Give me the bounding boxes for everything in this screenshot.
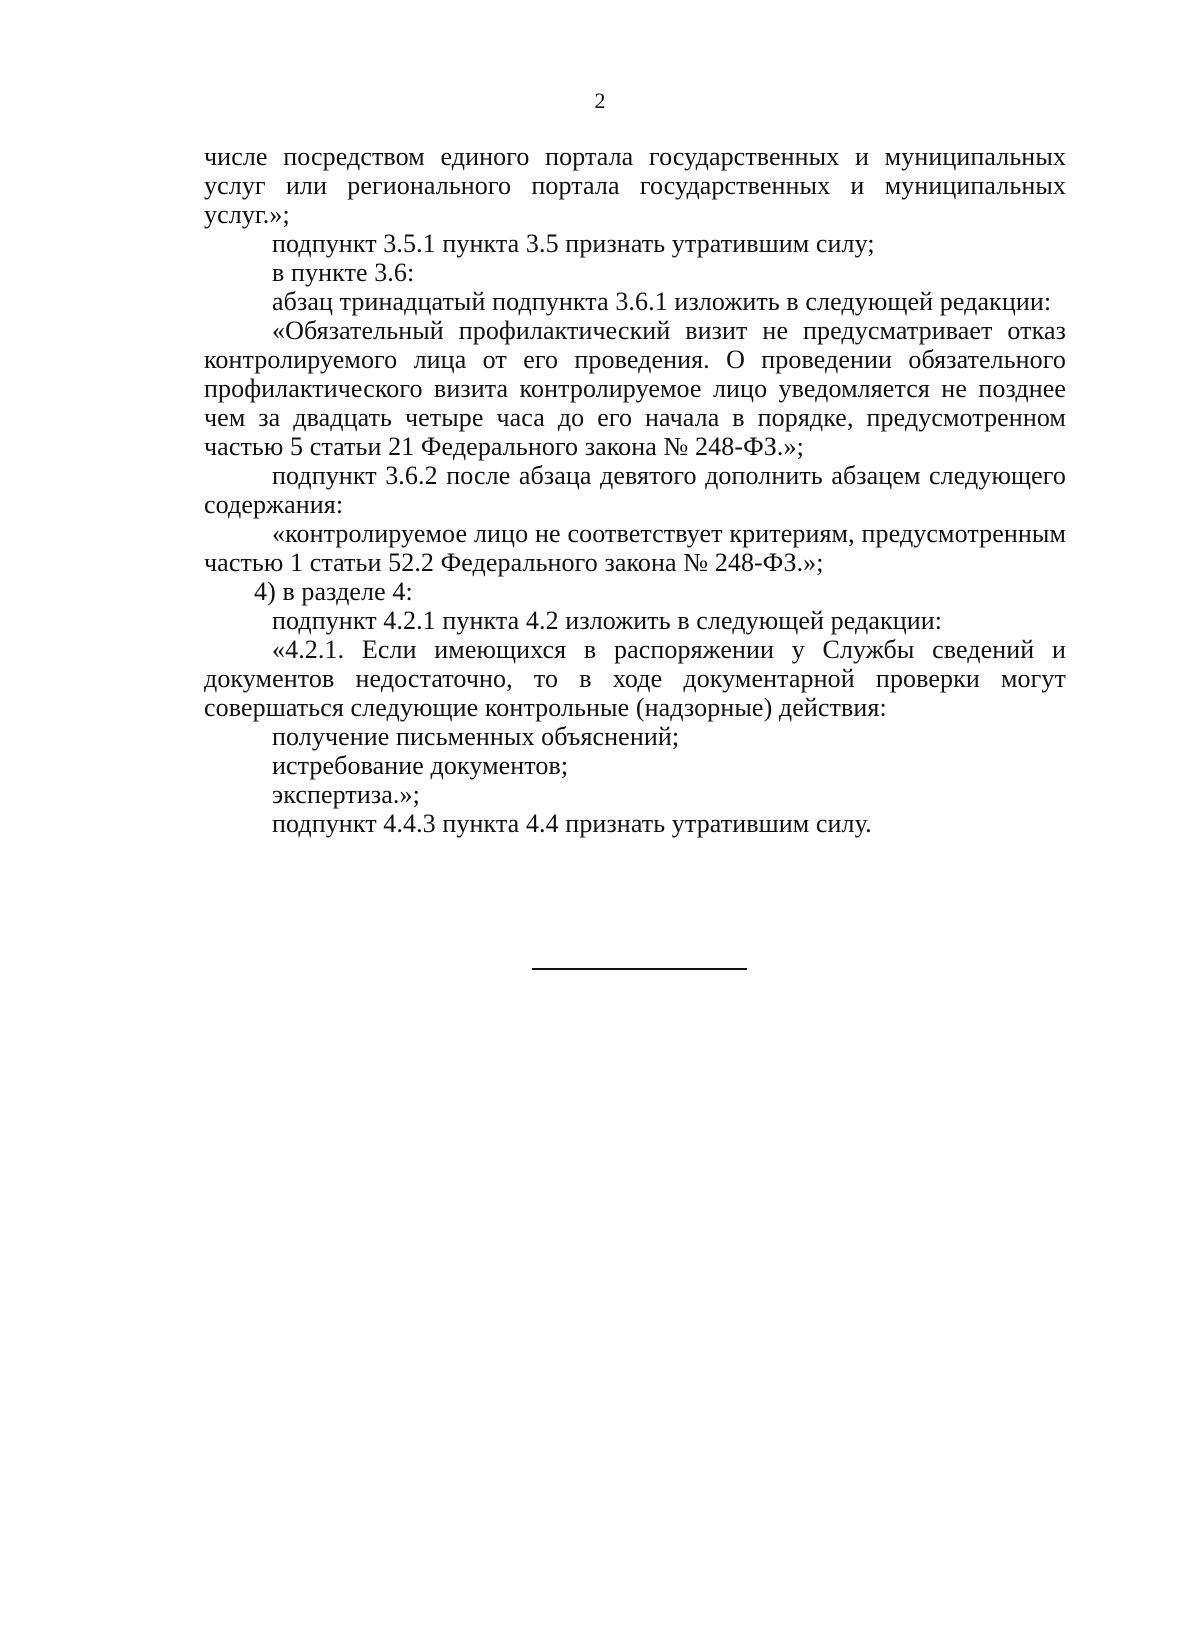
paragraph-mandatory-visit-quote: «Обязательный профилактический визит не предусматривает отказ контролируемого лица от его проведения. О проведении обязательного профилактического визита контролируемое лицо уведомляется не позднее чем за двадцать четыре часа до его начала в порядке, предусмотренном частью 5 статьи 21 Федерального закона № 248-ФЗ.»;	[204, 316, 1066, 461]
paragraph-4-2-1-quote: «4.2.1. Если имеющихся в распоряжении у Службы сведений и документов недостаточно, то в ходе документарной проверки могут совершаться следующие контрольные (надзорные) действия:	[204, 635, 1066, 722]
paragraph-point-3-6: в пункте 3.6:	[272, 258, 415, 287]
paragraph-written-explanations: получение письменных объяснений;	[272, 722, 680, 751]
paragraph-subclause-4-4-3: подпункт 4.4.3 пункта 4.4 признать утратившим силу.	[272, 809, 872, 838]
paragraph-subclause-4-2-1-intro: подпункт 4.2.1 пункта 4.2 изложить в следующей редакции:	[272, 606, 943, 635]
paragraph-subclause-3-5-1: подпункт 3.5.1 пункта 3.5 признать утратившим силу;	[272, 229, 875, 258]
paragraph-section-4: 4) в разделе 4:	[254, 577, 413, 606]
paragraph-continuation: числе посредством единого портала государственных и муниципальных услуг или регионального портала государственных и муниципальных услуг.»;	[204, 142, 1066, 229]
closing-rule	[532, 968, 747, 970]
paragraph-subclause-3-6-2-intro: подпункт 3.6.2 после абзаца девятого дополнить абзацем следующего содержания:	[204, 461, 1066, 519]
paragraph-criteria-quote: «контролируемое лицо не соответствует критериям, предусмотренным частью 1 статьи 52.2 Федерального закона № 248-ФЗ.»;	[204, 519, 1066, 577]
paragraph-subclause-3-6-1-intro: абзац тринадцатый подпункта 3.6.1 изложить в следующей редакции:	[272, 287, 1052, 316]
paragraph-document-request: истребование документов;	[272, 751, 569, 780]
paragraph-expertise: экспертиза.»;	[272, 780, 420, 809]
page-number: 2	[594, 88, 606, 113]
document-body	[204, 142, 1066, 838]
